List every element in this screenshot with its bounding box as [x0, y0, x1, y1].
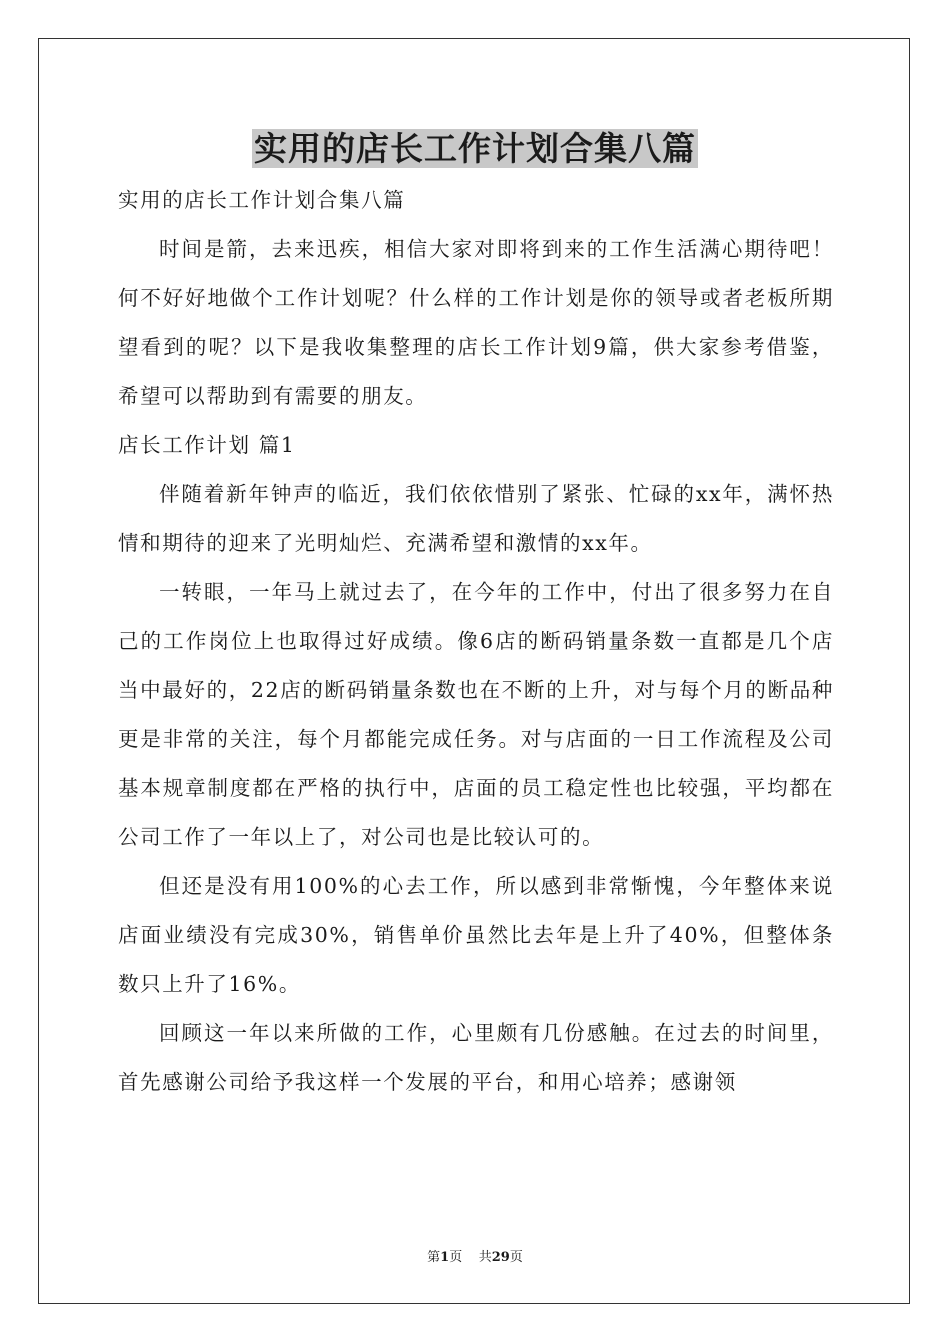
- body-paragraph: 但还是没有用100%的心去工作，所以感到非常惭愧，今年整体来说店面业绩没有完成30%，销售单价虽然比去年是上升了40%，但整体条数只上升了16%。: [118, 874, 834, 996]
- body-paragraph: 伴随着新年钟声的临近，我们依依惜别了紧张、忙碌的xx年，满怀热情和期待的迎来了光明灿烂、充满希望和激情的xx年。: [118, 482, 834, 555]
- body-paragraph: 一转眼，一年马上就过去了，在今年的工作中，付出了很多努力在自己的工作岗位上也取得过好成绩。像6店的断码销量条数一直都是几个店当中最好的，22店的断码销量条数也在不断的上升，对与每个月的断品种更是非常的关注，每个月都能完成任务。对与店面的一日工作流程及公司基本规章制度都在严格的执行中，店面的员工稳定性也比较强，平均都在公司工作了一年以上了，对公司也是比较认可的。: [118, 580, 834, 849]
- intro-paragraph: 时间是箭，去来迅疾，相信大家对即将到来的工作生活满心期待吧！何不好好地做个工作计划呢？什么样的工作计划是你的领导或者老板所期望看到的呢？以下是我收集整理的店长工作计划9篇，供大家参考借鉴，希望可以帮助到有需要的朋友。: [118, 237, 834, 408]
- total-prefix: 共: [478, 1250, 492, 1265]
- document-subtitle: 实用的店长工作计划合集八篇: [118, 188, 406, 212]
- body-paragraph: 回顾这一年以来所做的工作，心里颇有几份感触。在过去的时间里，首先感谢公司给予我这样一个发展的平台，和用心培养；感谢领: [118, 1021, 834, 1094]
- document-body: [118, 176, 834, 1107]
- page-footer: [0, 1246, 950, 1265]
- page-prefix: 第: [427, 1250, 441, 1265]
- document-title: [0, 125, 950, 173]
- total-unit: 页: [509, 1250, 523, 1265]
- page-unit: 页: [449, 1250, 463, 1265]
- page-total: 29: [491, 1250, 510, 1265]
- document-title-text: 实用的店长工作计划合集八篇: [254, 129, 696, 168]
- page-current: 1: [440, 1250, 450, 1265]
- section-heading: 店长工作计划 篇1: [118, 433, 296, 457]
